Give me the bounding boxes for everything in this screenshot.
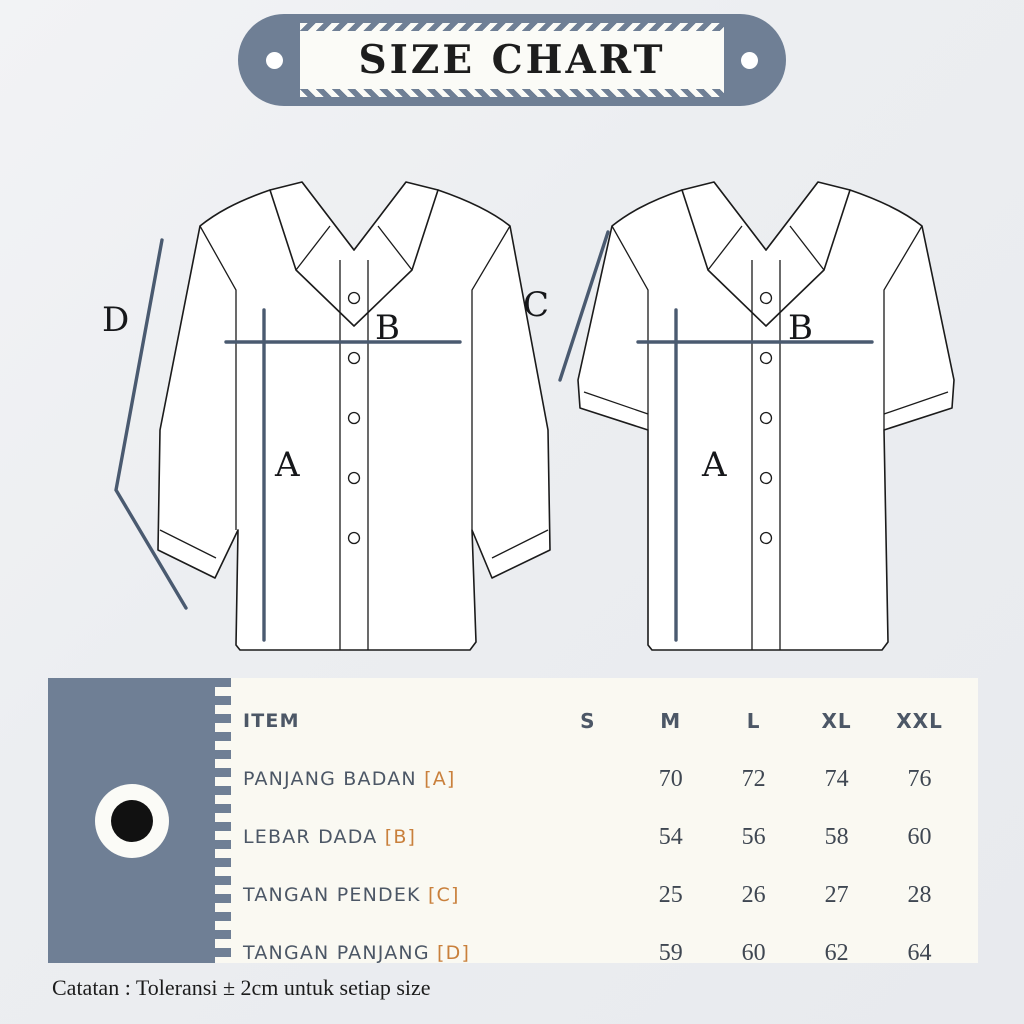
cell-xl: 27: [824, 881, 849, 908]
header-size-l: L: [746, 709, 761, 733]
shirt-diagrams: [40, 130, 984, 670]
cell-l: 56: [741, 823, 766, 850]
tag-zigzag-edge: [215, 678, 231, 963]
table-header-row: [243, 692, 961, 750]
cell-xl: 74: [824, 765, 849, 792]
label-A-short: A: [702, 445, 727, 485]
plaque-hole-left: [266, 52, 283, 69]
plaque-hole-right: [741, 52, 758, 69]
tag-eyelet-inner: [111, 800, 153, 842]
cell-s: [546, 924, 629, 982]
size-table: [243, 692, 961, 982]
header-item: ITEM: [243, 710, 300, 732]
plaque-zigzag-top: [300, 23, 724, 31]
row-item-code: [C]: [427, 884, 460, 906]
row-item-code: [A]: [424, 768, 456, 790]
table-row: [243, 866, 961, 924]
size-table-panel: [48, 678, 978, 966]
long-sleeve-shirt: [116, 182, 550, 650]
row-item-code: [D]: [437, 942, 471, 964]
row-label: [243, 750, 546, 808]
cell-s: [546, 808, 629, 866]
page-title: SIZE CHART: [358, 37, 666, 83]
short-sleeve-shirt: [560, 182, 954, 650]
cell-xl: 62: [824, 939, 849, 966]
row-label: [243, 808, 546, 866]
row-label: [243, 866, 546, 924]
cell-s: [546, 866, 629, 924]
cell-s: [546, 750, 629, 808]
cell-xxl: 76: [907, 765, 932, 792]
cell-l: 26: [741, 881, 766, 908]
row-label: [243, 924, 546, 982]
header-size-m: M: [660, 709, 682, 733]
table-row: [243, 808, 961, 866]
cell-m: 70: [658, 765, 683, 792]
label-B-long: B: [375, 308, 400, 348]
header-size-s: S: [580, 709, 596, 733]
shirt-illustrations-svg: [40, 130, 984, 670]
plaque-zigzag-bottom: [300, 89, 724, 97]
row-item-name: TANGAN PANJANG: [243, 942, 430, 964]
row-item-code: [B]: [384, 826, 417, 848]
row-item-name: TANGAN PENDEK: [243, 884, 421, 906]
cell-m: 54: [658, 823, 683, 850]
cell-m: 25: [658, 881, 683, 908]
cell-xl: 58: [824, 823, 849, 850]
label-B-short: B: [788, 308, 813, 348]
cell-xxl: 64: [907, 939, 932, 966]
cell-m: 59: [658, 939, 683, 966]
label-A-long: A: [275, 445, 300, 485]
tolerance-note: Catatan : Toleransi ± 2cm untuk setiap size: [52, 975, 431, 1000]
cell-l: 72: [741, 765, 766, 792]
header-size-xxl: XXL: [896, 709, 943, 733]
title-plaque: [238, 14, 786, 106]
header-size-xl: XL: [821, 709, 852, 733]
table-row: [243, 924, 961, 982]
row-item-name: LEBAR DADA: [243, 826, 378, 848]
label-C: C: [523, 285, 550, 325]
cell-xxl: 60: [907, 823, 932, 850]
row-item-name: PANJANG BADAN: [243, 768, 417, 790]
cell-l: 60: [741, 939, 766, 966]
table-row: [243, 750, 961, 808]
cell-xxl: 28: [907, 881, 932, 908]
label-D: D: [102, 300, 130, 340]
